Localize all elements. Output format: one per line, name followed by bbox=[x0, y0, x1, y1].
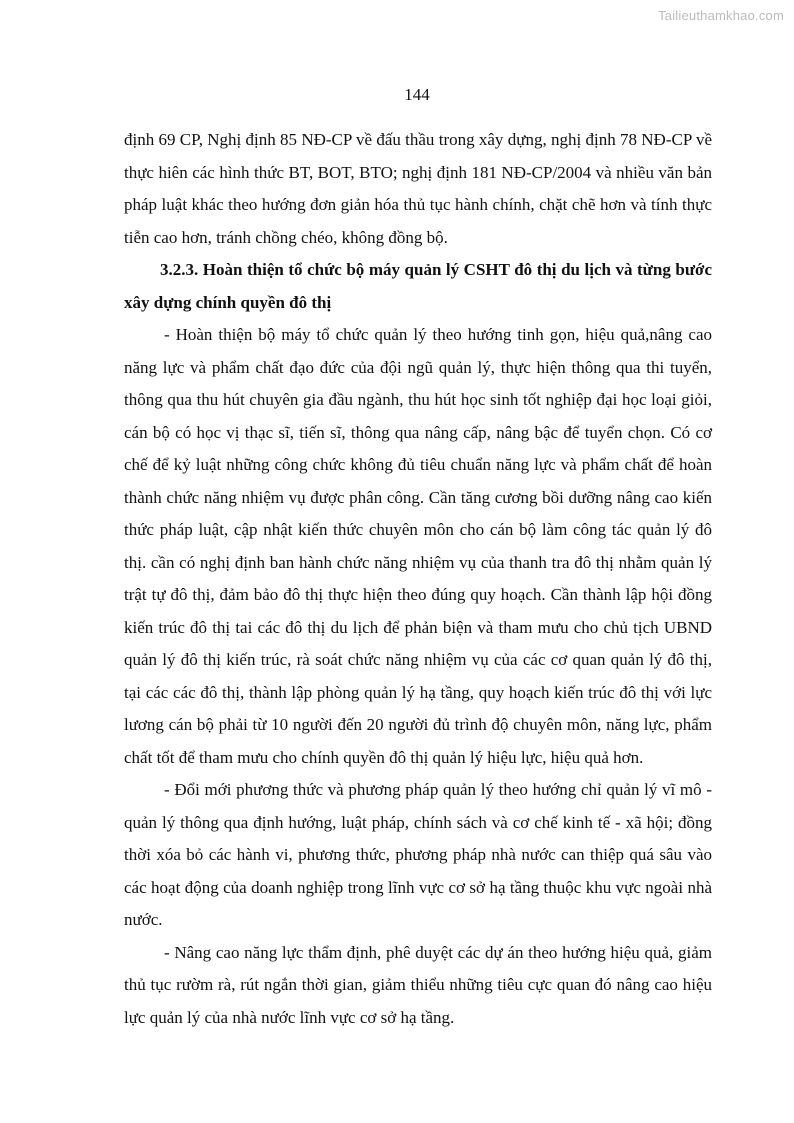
intro-paragraph: định 69 CP, Nghị định 85 NĐ-CP về đấu thầu trong xây dựng, nghị định 78 NĐ-CP về thực hiên các hình thức BT, BOT, BTO; nghị định 181 NĐ-CP/2004 và nhiều văn bản pháp luật khác theo hướng đơn giản hóa thủ tục hành chính, chặt chẽ hơn và tính thực tiễn cao hơn, tránh chồng chéo, không đồng bộ. bbox=[124, 130, 712, 247]
bullet-paragraph-1: - Hoàn thiện bộ máy tổ chức quản lý theo hướng tinh gọn, hiệu quả,nâng cao năng lực và phẩm chất đạo đức của đội ngũ quản lý, thực hiện thông qua thi tuyển, thông qua thu hút chuyên gia đầu ngành, thu hút học sinh tốt nghiệp đại học loại giỏi, cán bộ có học vị thạc sĩ, tiến sĩ, thông qua nâng cấp, nâng bậc để tuyển chọn. Có cơ chế để kỷ luật những công chức không đủ tiêu chuẩn năng lực và phẩm chất để hoàn thành chức năng nhiệm vụ được phân công. Cần tăng cương bồi dưỡng nâng cao kiến thức pháp luật, cập nhật kiến thức chuyên môn cho cán bộ làm công tác quản lý đô thị. cần có nghị định ban hành chức năng nhiệm vụ của thanh tra đô thị nhằm quản lý trật tự đô thị, đảm bảo đô thị thực hiện theo đúng quy hoạch. Cần thành lập hội đồng kiến trúc đô thị tai các đô thị du lịch để phản biện và tham mưu cho chủ tịch UBND quản lý đô thị kiến trúc, rà soát chức năng nhiệm vụ của các cơ quan quản lý đô thị, tại các các đô thị, thành lập phòng quản lý hạ tầng, quy hoạch kiến trúc đô thị với lực lương cán bộ phải từ 10 người đến 20 người đủ trình độ chuyên môn, năng lực, phẩm chất tốt để tham mưu cho chính quyền đô thị quản lý hiệu lực, hiệu quả hơn. bbox=[124, 325, 712, 767]
document-body bbox=[124, 124, 712, 1034]
bullet-paragraph-3: - Nâng cao năng lực thẩm định, phê duyệt các dự án theo hướng hiệu quả, giảm thủ tục rườm rà, rút ngắn thời gian, giảm thiểu những tiêu cực quan đó nâng cao hiệu lực quản lý của nhà nước lĩnh vực cơ sở hạ tầng. bbox=[124, 942, 712, 1027]
section-heading: 3.2.3. Hoàn thiện tổ chức bộ máy quản lý CSHT đô thị du lịch và từng bước xây dựng chính quyền đô thị bbox=[124, 260, 712, 312]
bullet-paragraph-2: - Đổi mới phương thức và phương pháp quản lý theo hướng chỉ quản lý vĩ mô - quản lý thông qua định hướng, luật pháp, chính sách và cơ chế kinh tế - xã hội; đồng thời xóa bỏ các hành vi, phương thức, phương pháp nhà nước can thiệp quá sâu vào các hoạt động của doanh nghiệp trong lĩnh vực cơ sở hạ tầng thuộc khu vực ngoài nhà nước. bbox=[124, 780, 712, 929]
watermark-text: Tailieuthamkhao.com bbox=[658, 8, 784, 23]
page-number: 144 bbox=[404, 85, 430, 104]
